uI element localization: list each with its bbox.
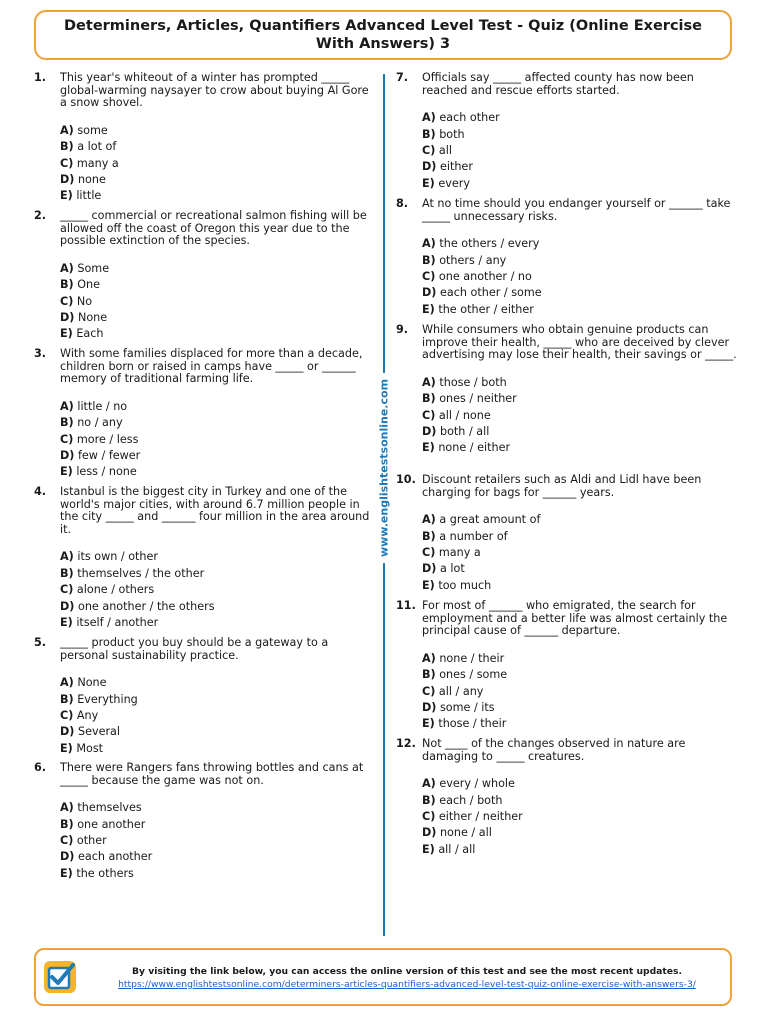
option-letter: B) [422, 253, 436, 267]
answer-option[interactable] [60, 817, 374, 833]
option-text: Most [76, 741, 104, 755]
option-letter: B) [422, 793, 436, 807]
answer-option[interactable] [60, 326, 374, 342]
option-letter: A) [60, 399, 74, 413]
vertical-site-url[interactable]: www.englishtestsonline.com [374, 373, 395, 563]
option-letter: C) [422, 545, 436, 559]
question-text: Discount retailers such as Aldi and Lidl have been charging for bags for ______ years. [422, 473, 702, 499]
answer-option[interactable] [60, 139, 374, 155]
option-text: a great amount of [439, 513, 541, 527]
answer-option[interactable] [422, 776, 740, 792]
option-letter: D) [422, 562, 437, 576]
answer-option[interactable] [60, 415, 374, 431]
question-row [34, 72, 374, 110]
answer-options [60, 675, 374, 757]
option-letter: D) [422, 286, 437, 300]
option-letter: B) [60, 416, 74, 430]
question-text: Not ____ of the changes observed in nature are damaging to _____ creatures. [422, 737, 686, 763]
answer-option[interactable] [60, 156, 374, 172]
option-letter: D) [422, 160, 437, 174]
option-letter: D) [60, 599, 75, 613]
option-letter: A) [422, 513, 436, 527]
question-text: There were Rangers fans throwing bottles and cans at _____ because the game was not on. [60, 761, 364, 787]
option-letter: A) [422, 375, 436, 389]
question-item [34, 348, 374, 481]
option-letter: A) [60, 676, 74, 690]
answer-option[interactable] [422, 825, 740, 841]
option-text: all / none [438, 408, 491, 422]
question-text: This year's whiteout of a winter has prompted _____ global-warming naysayer to crow about buying Al Gore a snow shovel. [60, 71, 369, 110]
option-letter: C) [422, 269, 436, 283]
question-item [34, 72, 374, 205]
answer-option[interactable] [60, 294, 374, 310]
question-text: _____ product you buy should be a gateway to a personal sustainability practice. [60, 636, 329, 662]
answer-option[interactable] [60, 724, 374, 740]
option-letter: E) [422, 176, 435, 190]
question-item [396, 474, 740, 594]
question-row [34, 486, 374, 536]
option-letter: A) [422, 237, 436, 251]
option-text: its own / other [77, 550, 158, 564]
question-row [396, 738, 740, 763]
option-text: No [76, 294, 93, 308]
answer-option[interactable] [60, 800, 374, 816]
option-text: Everything [77, 692, 138, 706]
option-letter: A) [60, 261, 74, 275]
question-item [396, 198, 740, 318]
option-text: all [438, 143, 452, 157]
question-number: 8. [396, 197, 409, 210]
option-text: other [76, 833, 107, 847]
option-letter: B) [422, 392, 436, 406]
answer-option[interactable] [60, 432, 374, 448]
option-text: none [77, 172, 106, 186]
answer-options [60, 399, 374, 481]
option-letter: B) [60, 692, 74, 706]
question-number: 9. [396, 323, 409, 336]
option-text: a lot of [77, 140, 117, 154]
option-text: little [76, 189, 102, 203]
option-text: the other / either [438, 302, 534, 316]
option-text: each / both [439, 793, 503, 807]
option-letter: E) [60, 465, 73, 479]
answer-options [60, 123, 374, 205]
answer-options [60, 800, 374, 882]
answer-option[interactable] [422, 716, 740, 732]
answer-option[interactable] [60, 692, 374, 708]
option-letter: E) [60, 866, 73, 880]
option-text: all / any [438, 684, 484, 698]
question-item [34, 210, 374, 343]
title-box [34, 10, 732, 60]
answer-option[interactable] [422, 684, 740, 700]
option-text: both / all [439, 424, 490, 438]
option-letter: B) [60, 817, 74, 831]
option-text: a lot [439, 562, 465, 576]
answer-options [422, 236, 740, 318]
option-text: alone / others [76, 583, 155, 597]
answer-option[interactable] [60, 833, 374, 849]
option-text: none / their [439, 651, 505, 665]
option-text: too much [438, 578, 492, 592]
answer-option[interactable] [60, 849, 374, 865]
option-letter: B) [422, 529, 436, 543]
option-text: many a [76, 156, 119, 170]
question-row [396, 474, 740, 499]
answer-options [422, 110, 740, 192]
option-letter: A) [422, 777, 436, 791]
option-letter: E) [422, 578, 435, 592]
question-number: 3. [34, 347, 47, 360]
answer-option[interactable] [422, 159, 740, 175]
option-text: a number of [439, 529, 508, 543]
option-text: either / neither [438, 809, 523, 823]
option-letter: C) [422, 684, 436, 698]
option-text: One [77, 278, 100, 292]
question-number: 10. [396, 473, 416, 486]
answer-options [422, 512, 740, 594]
answer-option[interactable] [422, 667, 740, 683]
answer-option[interactable] [60, 741, 374, 757]
checkbox-check-icon [42, 959, 78, 995]
answer-option[interactable] [422, 424, 740, 440]
answer-option[interactable] [422, 269, 740, 285]
answer-option[interactable] [422, 440, 740, 456]
question-item [396, 600, 740, 733]
answer-option[interactable] [60, 599, 374, 615]
option-text: one another [77, 817, 146, 831]
answer-option[interactable] [422, 302, 740, 318]
answer-option[interactable] [60, 448, 374, 464]
option-letter: D) [422, 700, 437, 714]
option-text: itself / another [76, 615, 159, 629]
answer-option[interactable] [60, 123, 374, 139]
question-text: With some families displaced for more than a decade, children born or raised in camps have _____ or ______ memory of traditional farming life. [60, 347, 363, 386]
option-text: none / either [438, 441, 511, 455]
question-number: 6. [34, 761, 47, 774]
option-text: those / their [438, 717, 507, 731]
answer-options [60, 549, 374, 631]
option-letter: D) [60, 725, 75, 739]
option-letter: E) [422, 302, 435, 316]
answer-options [422, 651, 740, 733]
option-letter: C) [422, 408, 436, 422]
question-row [34, 637, 374, 662]
question-item [34, 762, 374, 882]
answer-option[interactable] [422, 529, 740, 545]
option-letter: D) [422, 826, 437, 840]
option-text: one another / no [438, 269, 532, 283]
answer-option[interactable] [422, 700, 740, 716]
option-text: Several [77, 725, 121, 739]
option-text: both [439, 127, 465, 141]
answer-option[interactable] [422, 285, 740, 301]
option-letter: B) [60, 566, 74, 580]
answer-option[interactable] [60, 464, 374, 480]
option-letter: D) [60, 310, 75, 324]
option-letter: E) [422, 842, 435, 856]
question-item [396, 324, 740, 457]
option-text: some [77, 123, 108, 137]
option-text: Any [76, 708, 99, 722]
question-number: 11. [396, 599, 416, 612]
option-letter: C) [60, 156, 74, 170]
option-text: little / no [77, 399, 128, 413]
option-text: None [77, 676, 107, 690]
option-letter: C) [422, 143, 436, 157]
footer-box [34, 948, 732, 1006]
answer-option[interactable] [60, 188, 374, 204]
question-number: 4. [34, 485, 47, 498]
answer-option[interactable] [422, 391, 740, 407]
footer-note: By visiting the link below, you can access the online version of this test and see the most recent updates. [132, 966, 682, 977]
answer-option[interactable] [60, 310, 374, 326]
answer-option[interactable] [422, 143, 740, 159]
option-letter: B) [60, 278, 74, 292]
question-item [396, 738, 740, 858]
footer-link[interactable]: https://www.englishtestsonline.com/determiners-articles-quantifiers-advanced-level-test-quiz-online-exercise-with-answers-3/ [118, 979, 696, 990]
answer-option[interactable] [422, 375, 740, 391]
question-item [396, 72, 740, 192]
option-letter: B) [60, 140, 74, 154]
answer-option[interactable] [60, 399, 374, 415]
option-text: less / none [76, 465, 137, 479]
option-letter: D) [60, 448, 75, 462]
option-text: more / less [76, 432, 139, 446]
option-letter: A) [422, 651, 436, 665]
answer-option[interactable] [422, 253, 740, 269]
option-text: Some [77, 261, 110, 275]
option-letter: C) [60, 833, 74, 847]
answer-option[interactable] [60, 261, 374, 277]
answer-options [60, 261, 374, 343]
answer-option[interactable] [422, 545, 740, 561]
option-text: Each [76, 327, 104, 341]
answer-option[interactable] [60, 866, 374, 882]
answer-option[interactable] [60, 675, 374, 691]
question-row [396, 198, 740, 223]
footer-text [92, 966, 722, 991]
question-row [34, 348, 374, 386]
option-letter: E) [60, 327, 73, 341]
question-number: 1. [34, 71, 47, 84]
option-text: those / both [439, 375, 507, 389]
option-text: each other / some [439, 286, 542, 300]
answer-option[interactable] [422, 176, 740, 192]
question-number: 12. [396, 737, 416, 750]
option-letter: C) [60, 432, 74, 446]
answer-option[interactable] [422, 408, 740, 424]
question-text: For most of ______ who emigrated, the search for employment and a better life was almost certainly the principal cause of ______ departure. [422, 599, 728, 638]
option-text: all / all [438, 842, 476, 856]
option-letter: D) [60, 850, 75, 864]
question-row [396, 72, 740, 97]
answer-option[interactable] [60, 582, 374, 598]
option-letter: E) [60, 741, 73, 755]
option-text: the others [76, 866, 134, 880]
option-text: some / its [439, 700, 495, 714]
question-text: While consumers who obtain genuine products can improve their health, _____ who are deceived by clever advertising may lose their health, their savings or _____. [422, 323, 737, 362]
option-text: few / fewer [77, 448, 141, 462]
answer-options [422, 375, 740, 457]
answer-options [422, 776, 740, 858]
option-text: ones / some [439, 668, 508, 682]
option-text: none / all [439, 826, 492, 840]
option-letter: A) [60, 550, 74, 564]
option-letter: B) [422, 668, 436, 682]
answer-option[interactable] [422, 809, 740, 825]
option-text: the others / every [439, 237, 540, 251]
option-text: others / any [439, 253, 507, 267]
question-row [396, 324, 740, 362]
question-number: 7. [396, 71, 409, 84]
option-letter: C) [60, 294, 74, 308]
answer-option[interactable] [422, 512, 740, 528]
question-text: At no time should you endanger yourself or ______ take _____ unnecessary risks. [422, 197, 731, 223]
answer-option[interactable] [60, 172, 374, 188]
option-letter: C) [422, 809, 436, 823]
question-row [34, 210, 374, 248]
option-text: None [77, 310, 108, 324]
option-text: each other [439, 111, 500, 125]
option-letter: E) [422, 441, 435, 455]
option-text: no / any [77, 416, 123, 430]
option-text: every [438, 176, 470, 190]
answer-option[interactable] [60, 708, 374, 724]
question-row [34, 762, 374, 787]
answer-option[interactable] [422, 561, 740, 577]
answer-option[interactable] [422, 236, 740, 252]
answer-option[interactable] [422, 842, 740, 858]
answer-option[interactable] [60, 566, 374, 582]
question-item [34, 486, 374, 631]
option-letter: E) [422, 717, 435, 731]
question-text: Istanbul is the biggest city in Turkey and one of the world's major cities, with around 6.7 million people in the city _____ and ______ four million in the area around it. [60, 485, 370, 536]
answer-option[interactable] [422, 793, 740, 809]
answer-option[interactable] [60, 615, 374, 631]
question-number: 5. [34, 636, 47, 649]
option-letter: A) [422, 111, 436, 125]
option-text: each another [77, 850, 153, 864]
option-text: one another / the others [77, 599, 215, 613]
answer-option[interactable] [422, 651, 740, 667]
answer-option[interactable] [60, 277, 374, 293]
question-text: Officials say _____ affected county has now been reached and rescue efforts started. [422, 71, 694, 97]
answer-option[interactable] [60, 549, 374, 565]
option-letter: D) [60, 172, 75, 186]
option-text: themselves [77, 801, 142, 815]
answer-option[interactable] [422, 578, 740, 594]
question-row [396, 600, 740, 638]
option-letter: E) [60, 615, 73, 629]
option-text: themselves / the other [77, 566, 205, 580]
question-text: _____ commercial or recreational salmon fishing will be allowed off the coast of Oregon this year due to the possible extinction of the species. [60, 209, 367, 248]
option-letter: A) [60, 801, 74, 815]
option-letter: E) [60, 189, 73, 203]
option-letter: A) [60, 123, 74, 137]
option-text: many a [438, 545, 481, 559]
answer-option[interactable] [422, 110, 740, 126]
option-letter: D) [422, 424, 437, 438]
option-letter: C) [60, 708, 74, 722]
option-text: ones / neither [439, 392, 517, 406]
option-letter: C) [60, 583, 74, 597]
question-item [34, 637, 374, 757]
question-number: 2. [34, 209, 47, 222]
answer-option[interactable] [422, 127, 740, 143]
page-title: Determiners, Articles, Quantifiers Advanced Level Test - Quiz (Online Exercise With Answers) 3 [64, 18, 702, 52]
option-letter: B) [422, 127, 436, 141]
option-text: either [439, 160, 473, 174]
option-text: every / whole [439, 777, 515, 791]
